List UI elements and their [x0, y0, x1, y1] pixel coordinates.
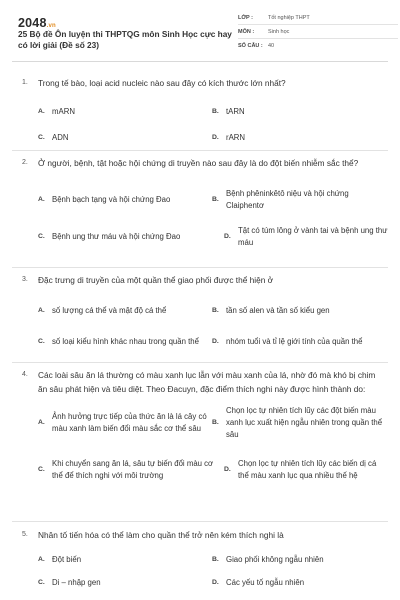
option-letter: A.: [38, 196, 45, 203]
meta-value: Sinh học: [268, 28, 290, 35]
option-letter: B.: [212, 307, 219, 314]
option-letter: B.: [212, 108, 219, 115]
option-text: tần số alen và tần số kiểu gen: [226, 306, 330, 315]
exam-title: 25 Bộ đề Ôn luyện thi THPTQG môn Sinh Học cực hay có lời giải (Đề số 23): [18, 29, 232, 50]
answer-option-b[interactable]: [212, 106, 382, 118]
question-2: [12, 156, 388, 268]
meta-value: Tốt nghiệp THPT: [268, 14, 310, 21]
question-stem: Các loài sâu ăn lá thường có màu xanh lục lẫn với màu xanh của lá, nhờ đó mà khó bị chim ăn sâu phát hiện và tiêu diệt. Theo Đacuyn, đặc điểm thích nghi này được hình thành do:: [38, 370, 376, 394]
answer-option-d[interactable]: [212, 132, 382, 144]
answer-option-b[interactable]: [212, 305, 388, 317]
option-text: rARN: [226, 133, 246, 142]
option-text: nhóm tuổi và tỉ lệ giới tính của quần thể: [226, 337, 363, 346]
question-text: [12, 156, 388, 170]
answer-option-b[interactable]: [212, 554, 388, 566]
question-stem: Ở người, bệnh, tật hoặc hội chứng di truyền nào sau đây là do đột biến nhiễm sắc thể?: [38, 158, 359, 168]
question-number: 2.: [22, 159, 28, 166]
option-letter: C.: [38, 233, 45, 240]
option-text: Di – nhập gen: [52, 578, 101, 587]
site-logo-suffix: .vn: [46, 23, 56, 29]
option-letter: A.: [38, 108, 45, 115]
answer-option-a[interactable]: [38, 554, 198, 566]
option-letter: C.: [38, 466, 45, 473]
answer-option-b[interactable]: [212, 187, 388, 213]
option-letter: D.: [212, 338, 219, 345]
option-letter: B.: [212, 196, 219, 203]
option-text: Bệnh bạch tạng và hội chứng Đao: [52, 195, 171, 204]
option-letter: D.: [224, 233, 231, 240]
answer-option-d[interactable]: [224, 451, 388, 489]
question-1: [12, 76, 388, 151]
question-stem: Nhân tố tiến hóa có thể làm cho quần thể trở nên kém thích nghi là: [38, 530, 284, 540]
option-text: Bệnh ung thư máu và hội chứng Đao: [52, 232, 181, 241]
meta-key: SỐ CÂU :: [238, 43, 263, 49]
meta-row-subject: [238, 25, 398, 39]
question-text: [12, 528, 388, 542]
exam-meta-table: [238, 11, 398, 53]
answer-option-c[interactable]: [38, 224, 214, 250]
option-text: Tật có túm lông ở vành tai và bệnh ung thư máu: [238, 226, 388, 247]
option-letter: C.: [38, 134, 45, 141]
option-letter: A.: [38, 307, 45, 314]
option-text: Khi chuyển sang ăn lá, sâu tự biến đổi màu cơ thể để thích nghi với môi trường: [52, 459, 214, 480]
option-text: Các yếu tố ngẫu nhiên: [226, 578, 305, 587]
option-text: Bệnh phêninkêtô niệu và hội chứng Claiphentơ: [226, 189, 349, 210]
question-5: [12, 528, 388, 600]
answer-option-c[interactable]: [38, 329, 208, 355]
answer-option-b[interactable]: [212, 404, 388, 442]
option-letter: D.: [212, 134, 219, 141]
option-letter: D.: [224, 466, 231, 473]
option-text: Đột biến: [52, 555, 82, 564]
option-text: Giao phối không ngẫu nhiên: [226, 555, 324, 564]
question-stem: Trong tế bào, loại acid nucleic nào sau đây có kích thước lớn nhất?: [38, 78, 286, 88]
option-letter: C.: [38, 338, 45, 345]
option-letter: A.: [38, 419, 45, 426]
question-stem: Đặc trưng di truyền của một quần thể giao phối được thể hiện ở: [38, 275, 274, 285]
meta-key: MÔN :: [238, 28, 255, 35]
option-letter: C.: [38, 579, 45, 586]
question-4: [12, 368, 388, 522]
meta-row-question-count: [238, 39, 398, 53]
option-text: Chọn lọc tự nhiên tích lũy các đột biến màu xanh lục xuất hiện ngẫu nhiên trong quần thể sâu: [226, 406, 383, 439]
question-number: 5.: [22, 531, 28, 538]
meta-row-class: [238, 11, 398, 25]
option-letter: D.: [212, 579, 219, 586]
option-letter: B.: [212, 419, 219, 426]
answer-option-d[interactable]: [224, 224, 388, 250]
option-text: mARN: [52, 107, 75, 116]
exam-header: [12, 0, 388, 62]
option-letter: A.: [38, 556, 45, 563]
meta-value: 40: [268, 43, 275, 49]
option-text: số lượng cá thể và mật độ cá thể: [52, 306, 167, 315]
meta-key: LỚP :: [238, 14, 253, 21]
option-text: ADN: [52, 133, 69, 142]
question-number: 1.: [22, 79, 28, 86]
site-logo[interactable]: [18, 16, 56, 30]
answer-option-c[interactable]: [38, 577, 198, 589]
option-text: Chọn lọc tự nhiên tích lũy các biến dị cá thể màu xanh lục qua nhiều thế hệ: [238, 459, 377, 480]
question-text: [12, 368, 388, 396]
answer-option-a[interactable]: [38, 305, 208, 317]
option-text: tARN: [226, 107, 245, 116]
option-text: Ảnh hưởng trực tiếp của thức ăn là lá cây có màu xanh làm biến đổi màu sắc cơ thể sâu: [52, 412, 207, 433]
answer-option-a[interactable]: [38, 106, 198, 118]
option-letter: B.: [212, 556, 219, 563]
question-text: [12, 76, 388, 90]
answer-option-d[interactable]: [212, 329, 388, 355]
answer-option-d[interactable]: [212, 577, 388, 589]
question-text: [12, 273, 388, 287]
answer-option-c[interactable]: [38, 451, 224, 489]
question-number: 3.: [22, 276, 28, 283]
answer-option-a[interactable]: [38, 404, 210, 442]
answer-option-c[interactable]: [38, 132, 198, 144]
site-logo-text: 2048: [18, 16, 47, 30]
answer-option-a[interactable]: [38, 187, 208, 213]
question-number: 4.: [22, 371, 28, 378]
option-text: số loại kiểu hình khác nhau trong quần thể: [52, 337, 199, 346]
question-3: [12, 273, 388, 363]
